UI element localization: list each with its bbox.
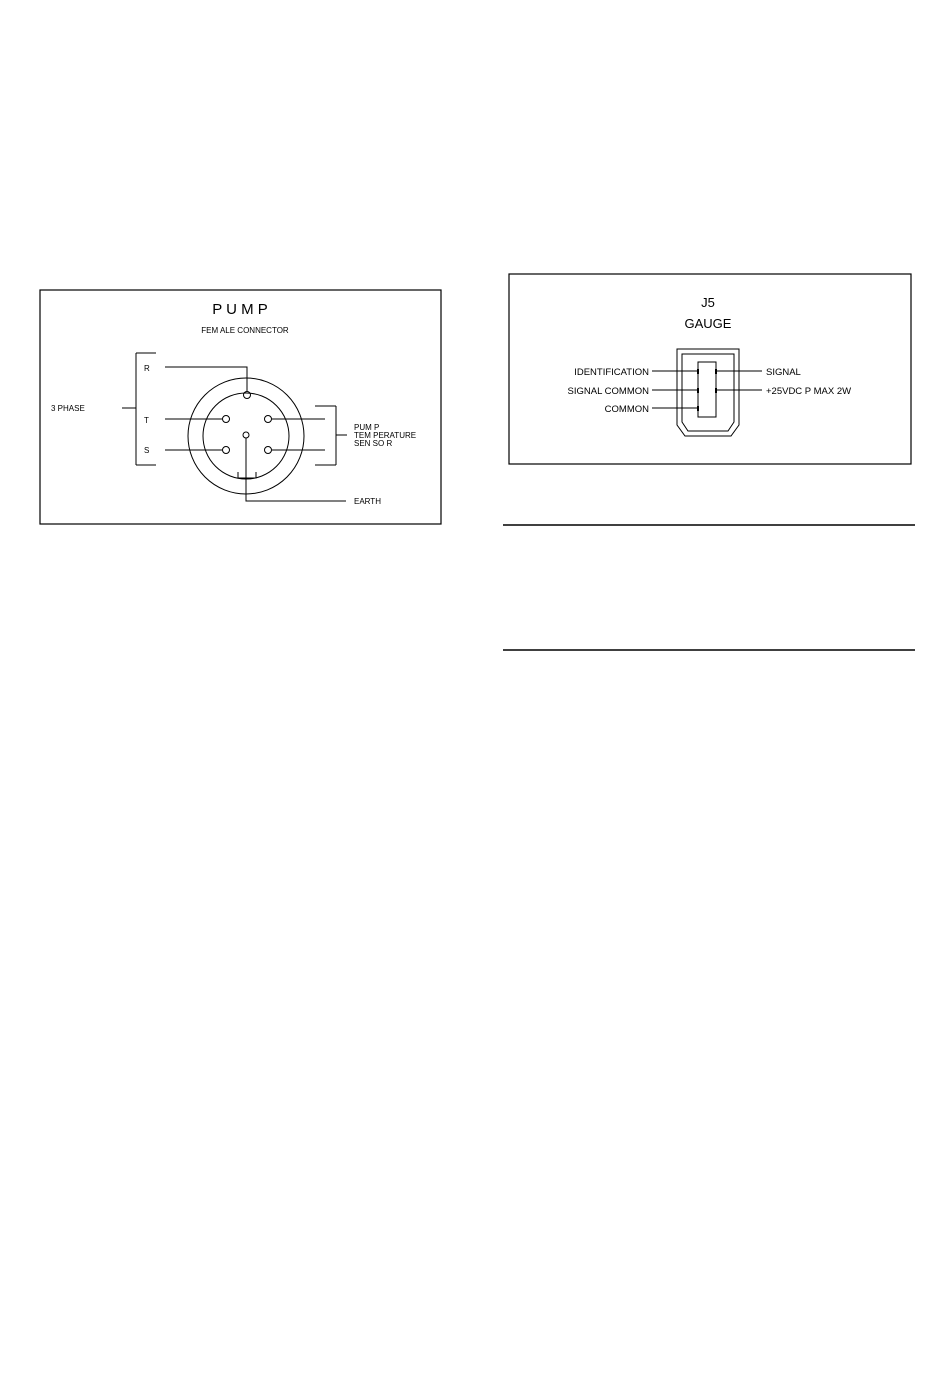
signal-label: SIGNAL [766, 367, 801, 378]
pin-earth [243, 432, 249, 438]
signal-common-label: SIGNAL COMMON [567, 386, 649, 397]
gauge-connector-diagram [509, 274, 911, 464]
gauge-subtitle: GAUGE [684, 316, 732, 331]
contact-common [697, 406, 699, 411]
pump-title: P U M P [212, 301, 268, 318]
contact-25vdc [715, 388, 717, 393]
pin-s [223, 447, 230, 454]
power-label: +25VDC P MAX 2W [766, 386, 852, 397]
sensor-bracket [315, 406, 347, 465]
sensor-label-line3: SEN SO R [354, 439, 393, 448]
common-label: COMMON [604, 404, 649, 415]
contact-signal-common [697, 388, 699, 393]
sensor-label-line2: TEM PERATURE [354, 431, 417, 440]
pin-r-label: R [144, 364, 150, 373]
pin-s-label: S [144, 446, 150, 455]
three-phase-label: 3 PHASE [51, 404, 85, 413]
gauge-connector-inner [682, 354, 734, 431]
sensor-label-line1: PUM P [354, 423, 380, 432]
contact-signal [715, 369, 717, 374]
identification-label: IDENTIFICATION [574, 367, 649, 378]
pin-sensor-2 [265, 447, 272, 454]
gauge-title: J5 [701, 295, 715, 310]
pin-t-label: T [144, 416, 149, 425]
pump-connector-diagram [40, 290, 441, 524]
three-phase-bracket [122, 353, 156, 465]
contact-identification [697, 369, 699, 374]
pump-subtitle: FEM ALE CONNECTOR [201, 326, 289, 335]
pin-t [223, 416, 230, 423]
gauge-contact-block [698, 362, 716, 417]
earth-label: EARTH [354, 497, 381, 506]
pin-sensor-1 [265, 416, 272, 423]
